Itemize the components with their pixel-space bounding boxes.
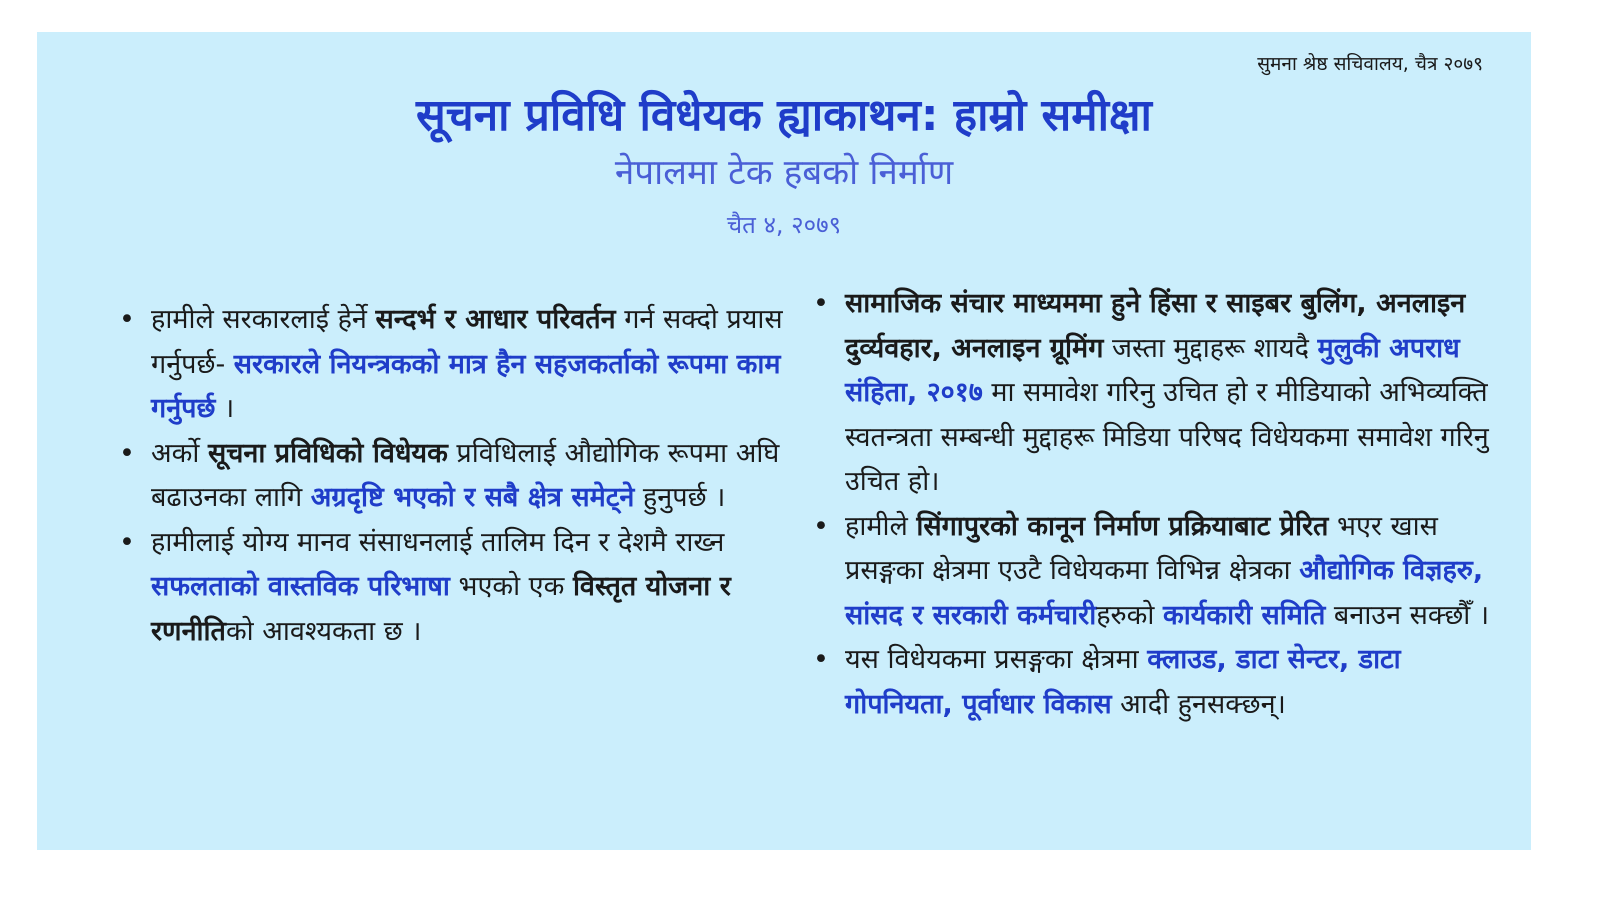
bullet-dot-icon: • — [119, 526, 135, 558]
right-bullet-list — [809, 282, 1499, 727]
left-bullet-list — [115, 298, 787, 654]
bullet-text: आदी हुनसक्छन्। — [1111, 688, 1286, 720]
slide — [37, 32, 1531, 850]
bullet-highlight-text: कार्यकारी समिति — [1163, 599, 1326, 631]
bullet-text: हामीले — [845, 510, 917, 542]
bullet-dot-icon: • — [813, 644, 829, 675]
bullet-highlight-text: सिंगापुरको कानून निर्माण प्रक्रियाबाट प्रेरित — [916, 510, 1329, 542]
bullet-dot-icon: • — [119, 437, 135, 469]
bullet-text: हरुको — [1096, 599, 1163, 631]
bullet-dot-icon: • — [119, 304, 135, 335]
bullet-highlight-text: क्लाउड, डाटा सेन्टर, डाटा गोपनियता, पूर्वाधार विकास — [845, 644, 1401, 720]
bullet-text: को आवश्यकता छ । — [225, 615, 422, 647]
bullet-item — [809, 505, 1499, 639]
bullet-highlight-text: सरकारले नियन्त्रकको मात्र हैन सहजकर्ताको रूपमा काम गर्नुपर्छ — [151, 348, 781, 424]
bullet-highlight-text: सन्दर्भ र आधार परिवर्तन — [375, 304, 616, 335]
bullet-dot-icon: • — [813, 510, 829, 542]
bullet-item — [809, 638, 1499, 727]
bullet-text: हामीले सरकारलाई हेर्ने — [151, 304, 376, 335]
slide-subtitle: नेपालमा टेक हबको निर्माण — [614, 153, 954, 193]
bullet-item — [115, 432, 787, 521]
bullet-highlight-text: सफलताको वास्तविक परिभाषा — [151, 571, 450, 602]
bullet-highlight-text: विस्तृत योजना र रणनीति — [151, 571, 731, 647]
bullet-highlight-text: सामाजिक संचार माध्यममा हुने हिंसा र साइबर बुलिंग, अनलाइन दुर्व्यवहार, अनलाइन ग्रूमिंग — [845, 288, 1466, 364]
bullet-highlight-text: औद्योगिक विज्ञहरु, सांसद र सरकारी कर्मचारी — [845, 555, 1484, 631]
bullet-text: हामीलाई योग्य मानव संसाधनलाई तालिम दिन र देशमै राख्न — [151, 526, 725, 558]
bullet-text: । — [215, 393, 235, 424]
bullet-dot-icon: • — [813, 288, 829, 319]
bullet-highlight-text: मुलुकी अपराध संहिता, २०१७ — [845, 332, 1460, 408]
bullet-text: भएर खास प्रसङ्गका क्षेत्रमा एउटै विधेयकमा विभिन्न क्षेत्रका — [845, 510, 1438, 586]
bullet-highlight-text: सूचना प्रविधिको विधेयक — [207, 437, 448, 469]
slide-date: चैत ४, २०७९ — [726, 211, 842, 239]
bullet-text: यस विधेयकमा प्रसङ्गका क्षेत्रमा — [845, 644, 1148, 675]
bullet-text: अर्को — [151, 437, 208, 469]
bullet-item — [115, 521, 787, 655]
bullet-text: भएको एक — [449, 571, 573, 602]
attribution-text: सुमना श्रेष्ठ सचिवालय, चैत्र २०७९ — [1257, 53, 1483, 75]
bullet-text: गर्न सक्दो प्रयास गर्नुपर्छ- — [151, 304, 783, 380]
slide-title: सूचना प्रविधि विधेयक ह्याकाथन: हाम्रो समीक्षा — [416, 90, 1152, 141]
bullet-text: बनाउन सक्छौँ । — [1325, 599, 1490, 631]
bullet-text: मा समावेश गरिनु उचित हो र मीडियाको अभिव्यक्ति स्वतन्त्रता सम्बन्धी मुद्दाहरू मिडिया परिषद विधेयकमा समावेश गरिनु उचित हो। — [845, 377, 1489, 497]
bullet-item — [809, 282, 1499, 505]
bullet-highlight-text: अग्रदृष्टि भएको र सबै क्षेत्र समेट्ने — [310, 482, 635, 513]
bullet-text: जस्ता मुद्दाहरू शायदै — [1103, 332, 1318, 364]
bullet-item — [115, 298, 787, 432]
bullet-text: हुनुपर्छ । — [634, 482, 726, 513]
bullet-text: प्रविधिलाई औद्योगिक रूपमा अघि बढाउनका लागि — [151, 437, 780, 513]
